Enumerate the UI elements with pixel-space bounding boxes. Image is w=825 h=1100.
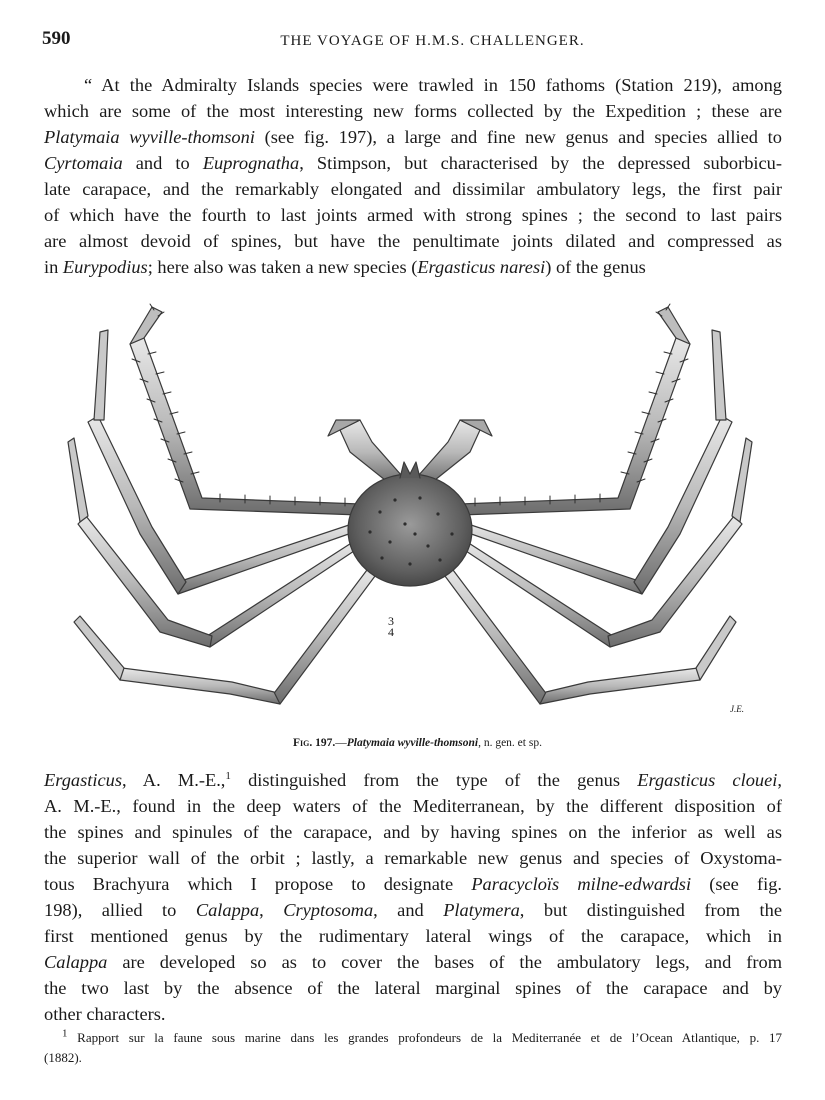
text-run: which are some of the most interesting new forms collected by the Expedition ; these are bbox=[44, 101, 782, 121]
italic-term: Calappa bbox=[44, 952, 108, 972]
caption-label: Fig. 197. bbox=[293, 737, 336, 749]
text-run: ; here also was taken a new species ( bbox=[147, 257, 418, 277]
italic-term: Platymera bbox=[443, 900, 520, 920]
leg-1-right bbox=[460, 338, 690, 515]
text-run: 198), allied to bbox=[44, 900, 196, 920]
cheliped-right bbox=[418, 420, 480, 484]
text-run: , A. M.-E., bbox=[122, 770, 226, 790]
text-line bbox=[44, 793, 782, 819]
text-run: “ At the Admiralty Islands species were trawled in 150 fathoms (Station 219), among bbox=[84, 75, 782, 95]
text-run: ) of the genus bbox=[545, 257, 646, 277]
text-line bbox=[44, 767, 782, 793]
carapace bbox=[348, 474, 472, 586]
text-run: , bbox=[777, 770, 782, 790]
text-run: distinguished from the type of the genus bbox=[230, 770, 638, 790]
italic-term: Eurypodius bbox=[62, 257, 148, 277]
text-run: , but distinguished from the bbox=[519, 900, 782, 920]
text-run: in bbox=[44, 257, 63, 277]
text-line bbox=[44, 202, 782, 228]
text-run: the two last by the absence of the lateral marginal spines of the carapace and by bbox=[44, 978, 782, 998]
italic-term: Cryptosoma bbox=[283, 900, 374, 920]
italic-term: Ergasticus bbox=[44, 770, 122, 790]
text-line bbox=[44, 150, 782, 176]
text-run: first mentioned genus by the rudimentary lateral wings of the carapace, which in bbox=[44, 926, 782, 946]
running-title: THE VOYAGE OF H.M.S. CHALLENGER. bbox=[280, 33, 585, 49]
text-run: the spines and spinules of the carapace, and by having spines on the inferior as well as bbox=[44, 822, 782, 842]
text-run: the superior wall of the orbit ; lastly, a remarkable new genus and species of Oxystoma- bbox=[44, 848, 782, 868]
text-run: of which have the fourth to last joints armed with strong spines ; the second to last pairs bbox=[44, 205, 782, 225]
text-run: are almost devoid of spines, but have the penultimate joints dilated and compressed as bbox=[44, 231, 782, 251]
text-run: late carapace, and the remarkably elongated and dissimilar ambulatory legs, the first pair bbox=[44, 179, 782, 199]
text-run: , Stimpson, but characterised by the depressed suborbicu- bbox=[299, 153, 783, 173]
page-number: 590 bbox=[42, 28, 71, 49]
text-run: and to bbox=[122, 153, 203, 173]
text-line bbox=[44, 254, 782, 280]
italic-term: Paracycloïs milne-edwardsi bbox=[471, 874, 692, 894]
text-run: , and bbox=[373, 900, 444, 920]
italic-term: Cyrtomaia bbox=[44, 153, 123, 173]
footnote-line: (1882). bbox=[44, 1050, 82, 1065]
text-line bbox=[44, 975, 782, 1001]
text-line bbox=[44, 897, 782, 923]
text-run: tous Brachyura which I propose to designate bbox=[44, 874, 472, 894]
text-line bbox=[44, 98, 782, 124]
footnote bbox=[44, 1028, 782, 1068]
text-line bbox=[44, 845, 782, 871]
text-line bbox=[44, 923, 782, 949]
paragraph-2 bbox=[44, 767, 782, 1027]
scale-denominator: 4 bbox=[388, 625, 394, 639]
figure-platymaia bbox=[60, 302, 760, 717]
text-line bbox=[44, 871, 782, 897]
footnote-marker: 1 bbox=[62, 1027, 68, 1040]
text-line bbox=[44, 72, 782, 98]
text-line bbox=[44, 124, 782, 150]
leg-1-left bbox=[130, 338, 360, 515]
engraver-mark: J.E. bbox=[730, 704, 744, 714]
italic-term: Ergasticus naresi bbox=[417, 257, 546, 277]
caption-suffix: , n. gen. et sp. bbox=[478, 737, 542, 749]
figure-scale bbox=[388, 616, 394, 638]
footnote-ref: 1 bbox=[225, 769, 231, 782]
footnote-line: $^1$ Rapport sur la faune sous marine dans les grandes profondeurs de la Mediterranée et de l’Ocean Atlantique, p. 17 bbox=[62, 1027, 782, 1045]
italic-term: Platymaia wyville-thomsoni bbox=[44, 127, 255, 147]
figure-caption: Fig. 197.—Platymaia wyville-thomsoni, n. gen. et sp. bbox=[293, 737, 542, 749]
text-run: A. M.-E., found in the deep waters of the Mediterranean, by the different disposition of bbox=[44, 796, 782, 816]
scale-numerator: 3 bbox=[388, 614, 394, 628]
text-line bbox=[44, 228, 782, 254]
text-run: other characters. bbox=[44, 1004, 166, 1024]
text-run: (see fig. 197), a large and fine new genus and species allied to bbox=[254, 127, 782, 147]
text-line bbox=[44, 176, 782, 202]
italic-term: Calappa bbox=[195, 900, 260, 920]
text-run: (see fig. bbox=[691, 874, 782, 894]
caption-species: Platymaia wyville-thomsoni bbox=[346, 737, 479, 749]
italic-term: Ergasticus clouei bbox=[637, 770, 778, 790]
text-line bbox=[44, 949, 782, 975]
italic-term: Euprognatha bbox=[202, 153, 300, 173]
cheliped-left bbox=[340, 420, 402, 484]
text-run: , bbox=[259, 900, 284, 920]
text-line bbox=[44, 819, 782, 845]
text-line bbox=[44, 1001, 782, 1027]
text-run: are developed so as to cover the bases of the ambulatory legs, and from bbox=[107, 952, 782, 972]
paragraph-1 bbox=[44, 72, 782, 280]
crab-illustration bbox=[60, 302, 760, 717]
